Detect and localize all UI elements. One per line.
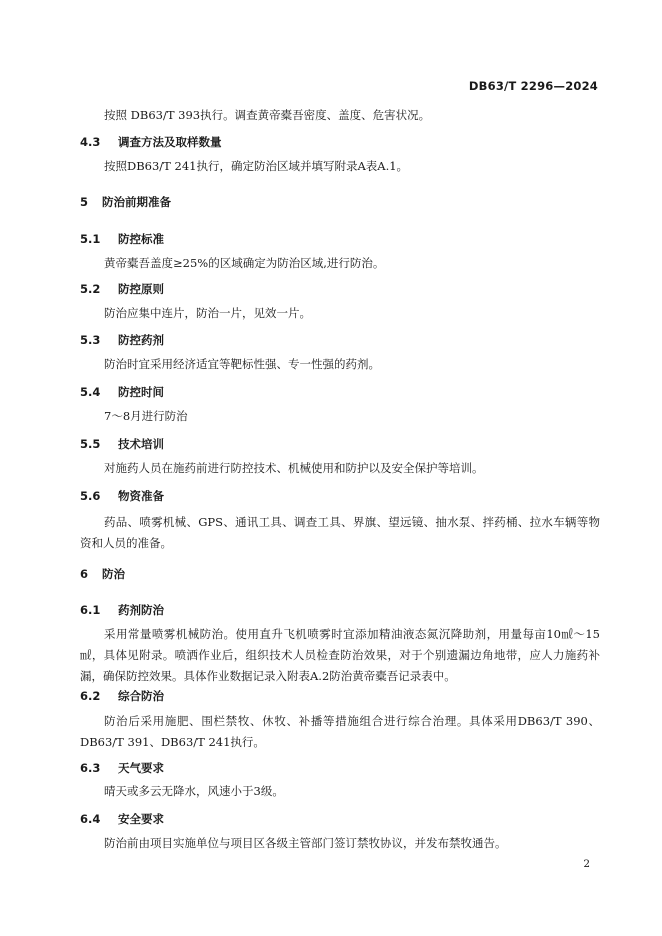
heading-title: 技术培训 (118, 437, 164, 451)
paragraph-6-1: 采用常量喷雾机械防治。使用直升飞机喷雾时宜添加精油液态氮沉降助剂，用量每亩10㎖～15㎖，具体见附录。喷洒作业后，组织技术人员检查防治效果，对于个别遗漏边角地带，应人力施药补漏，确保防控效果。具体作业数据记录入附表A.2防治黄帝橐吾记录表中。 (80, 627, 600, 683)
paragraph-6-4: 防治前由项目实施单位与项目区各级主管部门签订禁牧协议，并发布禁牧通告。 (104, 836, 507, 850)
heading-title: 物资准备 (118, 489, 164, 503)
heading-number: 6.1 (80, 603, 101, 617)
heading-6 (80, 566, 125, 582)
heading-5-2 (80, 281, 164, 297)
heading-number: 6.3 (80, 761, 101, 775)
heading-6-1 (80, 602, 164, 618)
paragraph-4-3: 按照DB63/T 241执行，确定防治区域并填写附录A表A.1。 (104, 159, 409, 173)
page-number: 2 (583, 858, 590, 870)
intro-paragraph: 按照 DB63/T 393执行。调查黄帝橐吾密度、盖度、危害状况。 (104, 108, 431, 122)
heading-title: 防控标准 (118, 232, 164, 246)
heading-title: 防控时间 (118, 385, 164, 399)
heading-title: 防治前期准备 (102, 195, 171, 209)
heading-number: 5.1 (80, 232, 101, 246)
heading-number: 6.4 (80, 812, 101, 826)
heading-title: 药剂防治 (118, 603, 164, 617)
heading-number: 5 (80, 195, 89, 209)
heading-6-2 (80, 688, 164, 704)
heading-5 (80, 194, 171, 210)
heading-5-4 (80, 384, 164, 400)
heading-number: 6.2 (80, 689, 101, 703)
heading-number: 6 (80, 567, 89, 581)
paragraph-5-4: 7～8月进行防治 (104, 409, 188, 423)
heading-5-6 (80, 488, 164, 504)
heading-5-1 (80, 231, 164, 247)
paragraph-5-1: 黄帝橐吾盖度≥25%的区域确定为防治区域,进行防治。 (104, 256, 385, 270)
heading-title: 综合防治 (118, 689, 164, 703)
paragraph-5-2: 防治应集中连片，防治一片，见效一片。 (104, 306, 311, 320)
heading-title: 防治 (102, 567, 125, 581)
heading-5-5 (80, 436, 164, 452)
paragraph-6-3: 晴天或多云无降水，风速小于3级。 (104, 784, 284, 798)
heading-title: 防控原则 (118, 282, 164, 296)
heading-title: 安全要求 (118, 812, 164, 826)
heading-number: 5.5 (80, 437, 101, 451)
document-id: DB63/T 2296—2024 (468, 79, 598, 93)
paragraph-5-3: 防治时宜采用经济适宜等靶标性强、专一性强的药剂。 (104, 357, 380, 371)
heading-6-3 (80, 760, 164, 776)
paragraph-5-5: 对施药人员在施药前进行防控技术、机械使用和防护以及安全保护等培训。 (104, 461, 484, 475)
heading-number: 5.4 (80, 385, 101, 399)
heading-number: 5.6 (80, 489, 101, 503)
heading-4-3 (80, 134, 222, 150)
paragraph-5-6: 药品、喷雾机械、GPS、通讯工具、调查工具、界旗、望远镜、抽水泵、拌药桶、拉水车辆等物资和人员的准备。 (80, 515, 600, 550)
heading-number: 5.2 (80, 282, 101, 296)
heading-number: 5.3 (80, 333, 101, 347)
paragraph-6-2: 防治后采用施肥、围栏禁牧、休牧、补播等措施组合进行综合治理。具体采用DB63/T 390、DB63/T 391、DB63/T 241执行。 (80, 714, 600, 749)
heading-6-4 (80, 811, 164, 827)
heading-5-3 (80, 332, 164, 348)
heading-title: 防控药剂 (118, 333, 164, 347)
heading-title: 天气要求 (118, 761, 164, 775)
heading-number: 4.3 (80, 135, 101, 149)
heading-title: 调查方法及取样数量 (118, 135, 222, 149)
